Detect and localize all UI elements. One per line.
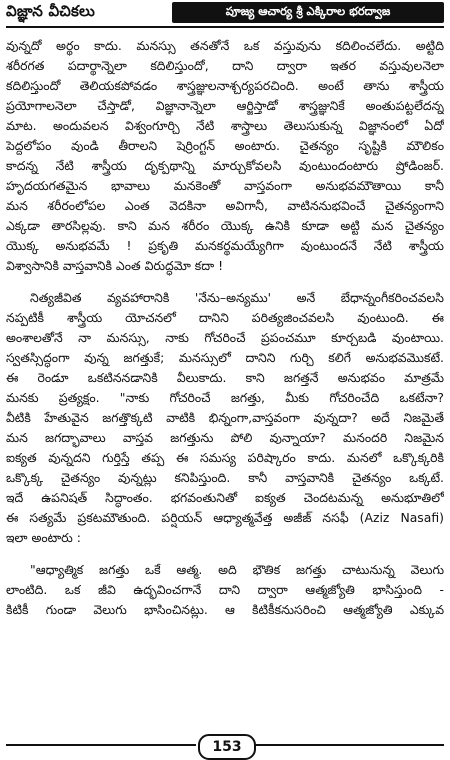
text-line: ఈ సత్యమే ప్రకటమౌతుంది. పర్షియన్ ఆధ్యాత్మవేత్త అజీజ్ నసఫీ (Aziz Nasafi) [6, 510, 444, 525]
text-line: శరీరగత పదార్థాన్నెలా కదిలిస్తుందో, దాని ద్వారా ఇతర వస్తువులనెలా [6, 58, 444, 73]
text-line: ప్రయోగాలనెలా చేస్తాడో, విజ్ఞానాన్నెలా ఆర్జిస్తాడో శాస్త్రజ్ఞునికే అంతుపట్టలేదన్న [6, 98, 444, 113]
text-line: మన జగద్భావాలు వాస్తవ జగత్తును పోలి వున్నాయా? మనందరి నిజమైన [6, 430, 444, 445]
text-line: లాంటిది. ఒక జీవి ఉద్భవించగానే దాని ద్వారా ఆత్మజ్యోతి భాసిస్తుంది - [6, 582, 444, 597]
paragraph-2 [6, 288, 444, 548]
running-header [0, 0, 450, 28]
paragraph-1 [6, 36, 444, 276]
text-line: కదిలిస్తుందో తెలియకపోవడం శాస్త్రజ్ఞులనాశ్చర్యపరచింది. అంటే తాను శాస్త్రీయ [6, 78, 444, 93]
text-line: కిటికీ గుండా వెలుగు భాసించినట్లు. ఆ కిటికీకనుసరించి ఆత్మజ్యోతి ఎక్కువ [6, 602, 444, 617]
text-line: ఒక్కొక్క చైతన్యం వున్నట్లు కనిపిస్తుంది. కానీ వాస్తవానికి చైతన్యం ఒక్కటే. [6, 470, 444, 485]
text-line: ఇలా అంటారు : [6, 530, 81, 545]
text-line: పెద్దలోపం వుండి తీరాలని షెర్రింగ్టన్ అంటారు. చైతన్యం సృష్టికి మౌలికం [6, 138, 444, 153]
text-line: యొక్క అనుభవమే ! ప్రకృతి మనకర్థమయ్యేగిగా వుంటుందనే నేటి శాస్త్రీయ [6, 238, 444, 253]
text-line: ఐక్యత వున్నదని గుర్తిస్తే తప్ప ఈ సమస్య పరిష్కారం కాదు. మనలో ఒక్కొక్కరికి [6, 450, 444, 465]
text-line: హృదయగతమైన భావాలు మనకెంతో వాస్తవంగా అనుభవమౌతాయి కానీ [6, 178, 444, 193]
text-line: నిత్యజీవిత వ్యవహారానికి 'నేను–అన్యము' అనే బేధాన్నంగీకరించవలసి [30, 290, 444, 305]
text-line: కాదన్న నేటి శాస్త్రీయ దృక్పథాన్ని మార్చుకోవలసి వుంటుందంటారు ష్రోడింజర్. [6, 158, 444, 173]
text-line: మన శరీరంలోపల ఎంత వెదకినా అవిగానీ, వాటిననుభవించే చైతన్యంగాని [6, 198, 444, 213]
page-body [6, 36, 444, 620]
text-line: ఇదే ఉపనిషత్ సిద్ధాంతం. భగవంతునితో ఐక్యత చెందటమన్న అనుభూతిలో [6, 490, 444, 505]
text-line: ఈ రెండూ ఒకటిననడానికి వీలుకాదు. కాని జగత్తనే అనుభవం మాత్రమే [6, 370, 444, 385]
text-line: విశ్వాసానికి వాస్తవానికి ఎంత విరుద్ధమో కదా ! [6, 258, 224, 273]
text-line: స్వతస్సిద్ధంగా వున్న జగత్తుకే; మనస్సులో దానిని గుర్చి కలిగే అనుభవమొకటే. [6, 350, 444, 365]
text-line: "ఆధ్యాత్మిక జగత్తు ఒకే ఆత్మ. అది భౌతిక జగత్తు చాటునున్న వెలుగు [30, 562, 444, 577]
text-line: మనకు ప్రత్యక్షం. "నాకు గోచరించే జగత్తు, మీకు గోచరించేది ఒకటేనా? [6, 390, 444, 405]
page-number: 153 [198, 734, 256, 760]
header-divider [6, 26, 444, 28]
text-line: ఎక్కడా తారసిల్లవు. కాని మన శరీరం యొక్క ఉనికి కూడా అట్టి మన చైతన్యం [6, 218, 444, 233]
book-title: విజ్ఞాన వీచికలు [6, 2, 96, 20]
author-banner: పూజ్య ఆచార్య శ్రీ ఎక్కిరాల భరద్వాజ [172, 2, 444, 23]
paragraph-3-quote [6, 560, 444, 620]
footer-divider-right [254, 744, 444, 746]
text-line: నప్పటికీ శాస్త్రీయ యోచనలో దానిని పరిత్యజించవలసి వుంటుంది. ఈ [6, 310, 444, 325]
text-line: మాట. అందువలన విశ్వంగూర్చి నేటి శాస్త్రాలు తెలుసుకున్న విజ్ఞానంలో ఏదో [6, 118, 444, 133]
text-line: వున్నదో అర్థం కాదు. మనస్సు తనతోనే ఒక వస్తువును కదిలించలేదు. అట్టిది [6, 38, 444, 53]
footer-divider-left [6, 744, 196, 746]
text-line: అంశాలతోనే నా మనస్సు, నాకు గోచరించే ప్రపంచమూ కూర్చబడి వుంటాయి. [6, 330, 444, 345]
text-line: వీటికి హేతువైన జగత్తొక్కటి వాటికి భిన్నంగా,వాస్తవంగా వున్నదా? అదే నిజమైతే [6, 410, 444, 425]
